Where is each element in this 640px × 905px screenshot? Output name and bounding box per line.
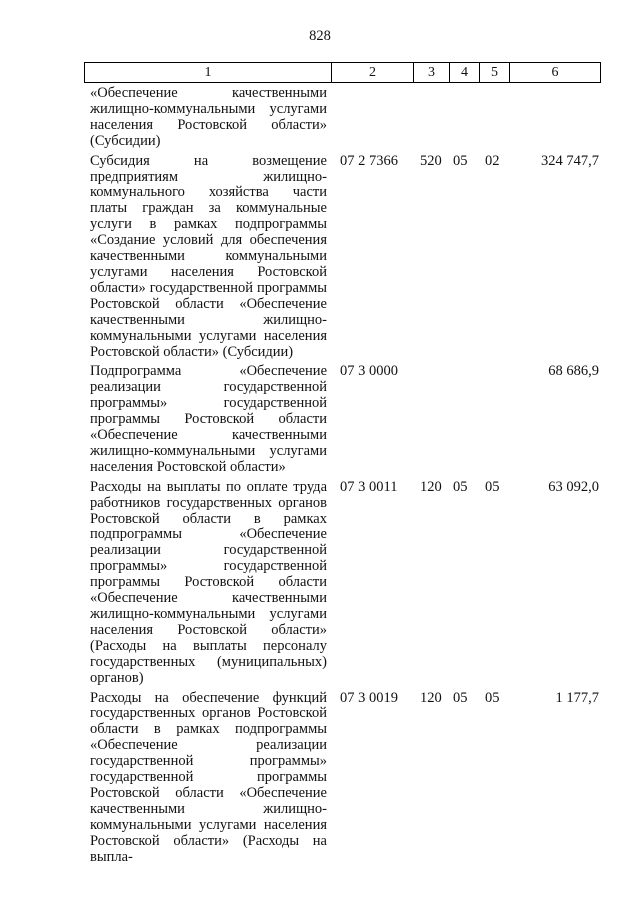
row-code: 07 2 7366 xyxy=(340,152,398,169)
page-number: 828 xyxy=(309,28,331,44)
row-description: «Обеспечение качественными жилищно-коммунальными услугами населения Ростовской области» (Субсидии) xyxy=(90,85,327,149)
row-type: 120 xyxy=(420,478,442,495)
row-type: 520 xyxy=(420,152,442,169)
header-col-6: 6 xyxy=(509,63,600,82)
row-code: 07 3 0000 xyxy=(340,363,398,380)
row-subsection: 05 xyxy=(485,478,500,495)
row-description: Подпрограмма «Обеспечение реализации государственной программы» государственной программы Ростовской области «Обеспечение качественными жилищно-коммунальными услугами населения Ростовской области» xyxy=(90,363,327,475)
table-row xyxy=(0,364,640,475)
row-subsection: 05 xyxy=(485,689,500,706)
row-section: 05 xyxy=(453,689,468,706)
header-col-1: 1 xyxy=(204,65,212,80)
row-amount: 68 686,9 xyxy=(548,363,599,380)
row-amount: 1 177,7 xyxy=(555,689,599,706)
row-type: 120 xyxy=(420,689,442,706)
header-col-2: 2 xyxy=(331,63,413,82)
row-section: 05 xyxy=(453,478,468,495)
table-row xyxy=(0,480,640,687)
row-section: 05 xyxy=(453,152,468,169)
row-code: 07 3 0019 xyxy=(340,689,398,706)
table-row xyxy=(0,691,640,866)
header-col-4: 4 xyxy=(449,63,479,82)
table-row xyxy=(0,86,640,150)
table-body xyxy=(0,86,640,870)
row-amount: 63 092,0 xyxy=(548,478,599,495)
row-description: Субсидия на возмещение предприятиям жилищно-коммунального хозяйства части платы граждан за коммунальные услуги в рамках подпрограммы «Создание условий для обеспечения качественными коммунальными услугами населения Ростовской области» государственной программы Ростовской области «Обеспечение качественными жилищно-коммунальными услугами населения Ростовской области» (Субсидии) xyxy=(90,152,327,360)
table-row xyxy=(0,154,640,361)
row-description: Расходы на выплаты по оплате труда работников государственных органов Ростовской области в рамках подпрограммы «Обеспечение реализации государственной программы» государственной программы Ростовской области «Обеспечение качественными жилищно-коммунальными услугами населения Ростовской области» (Расходы на выплаты персоналу государственных (муниципальных) органов) xyxy=(90,478,327,686)
row-subsection: 02 xyxy=(485,152,500,169)
header-col-3: 3 xyxy=(413,63,449,82)
row-amount: 324 747,7 xyxy=(541,152,599,169)
table-header xyxy=(84,62,601,83)
header-col-5: 5 xyxy=(479,63,509,82)
row-description: Расходы на обеспечение функций государственных органов Ростовской области в рамках подпрограммы «Обеспечение реализации государственной программы» государственной программы Ростовской области «Обеспечение качественными жилищно-коммунальными услугами населения Ростовской области» (Расходы на выпла- xyxy=(90,689,327,865)
row-code: 07 3 0011 xyxy=(340,478,398,495)
